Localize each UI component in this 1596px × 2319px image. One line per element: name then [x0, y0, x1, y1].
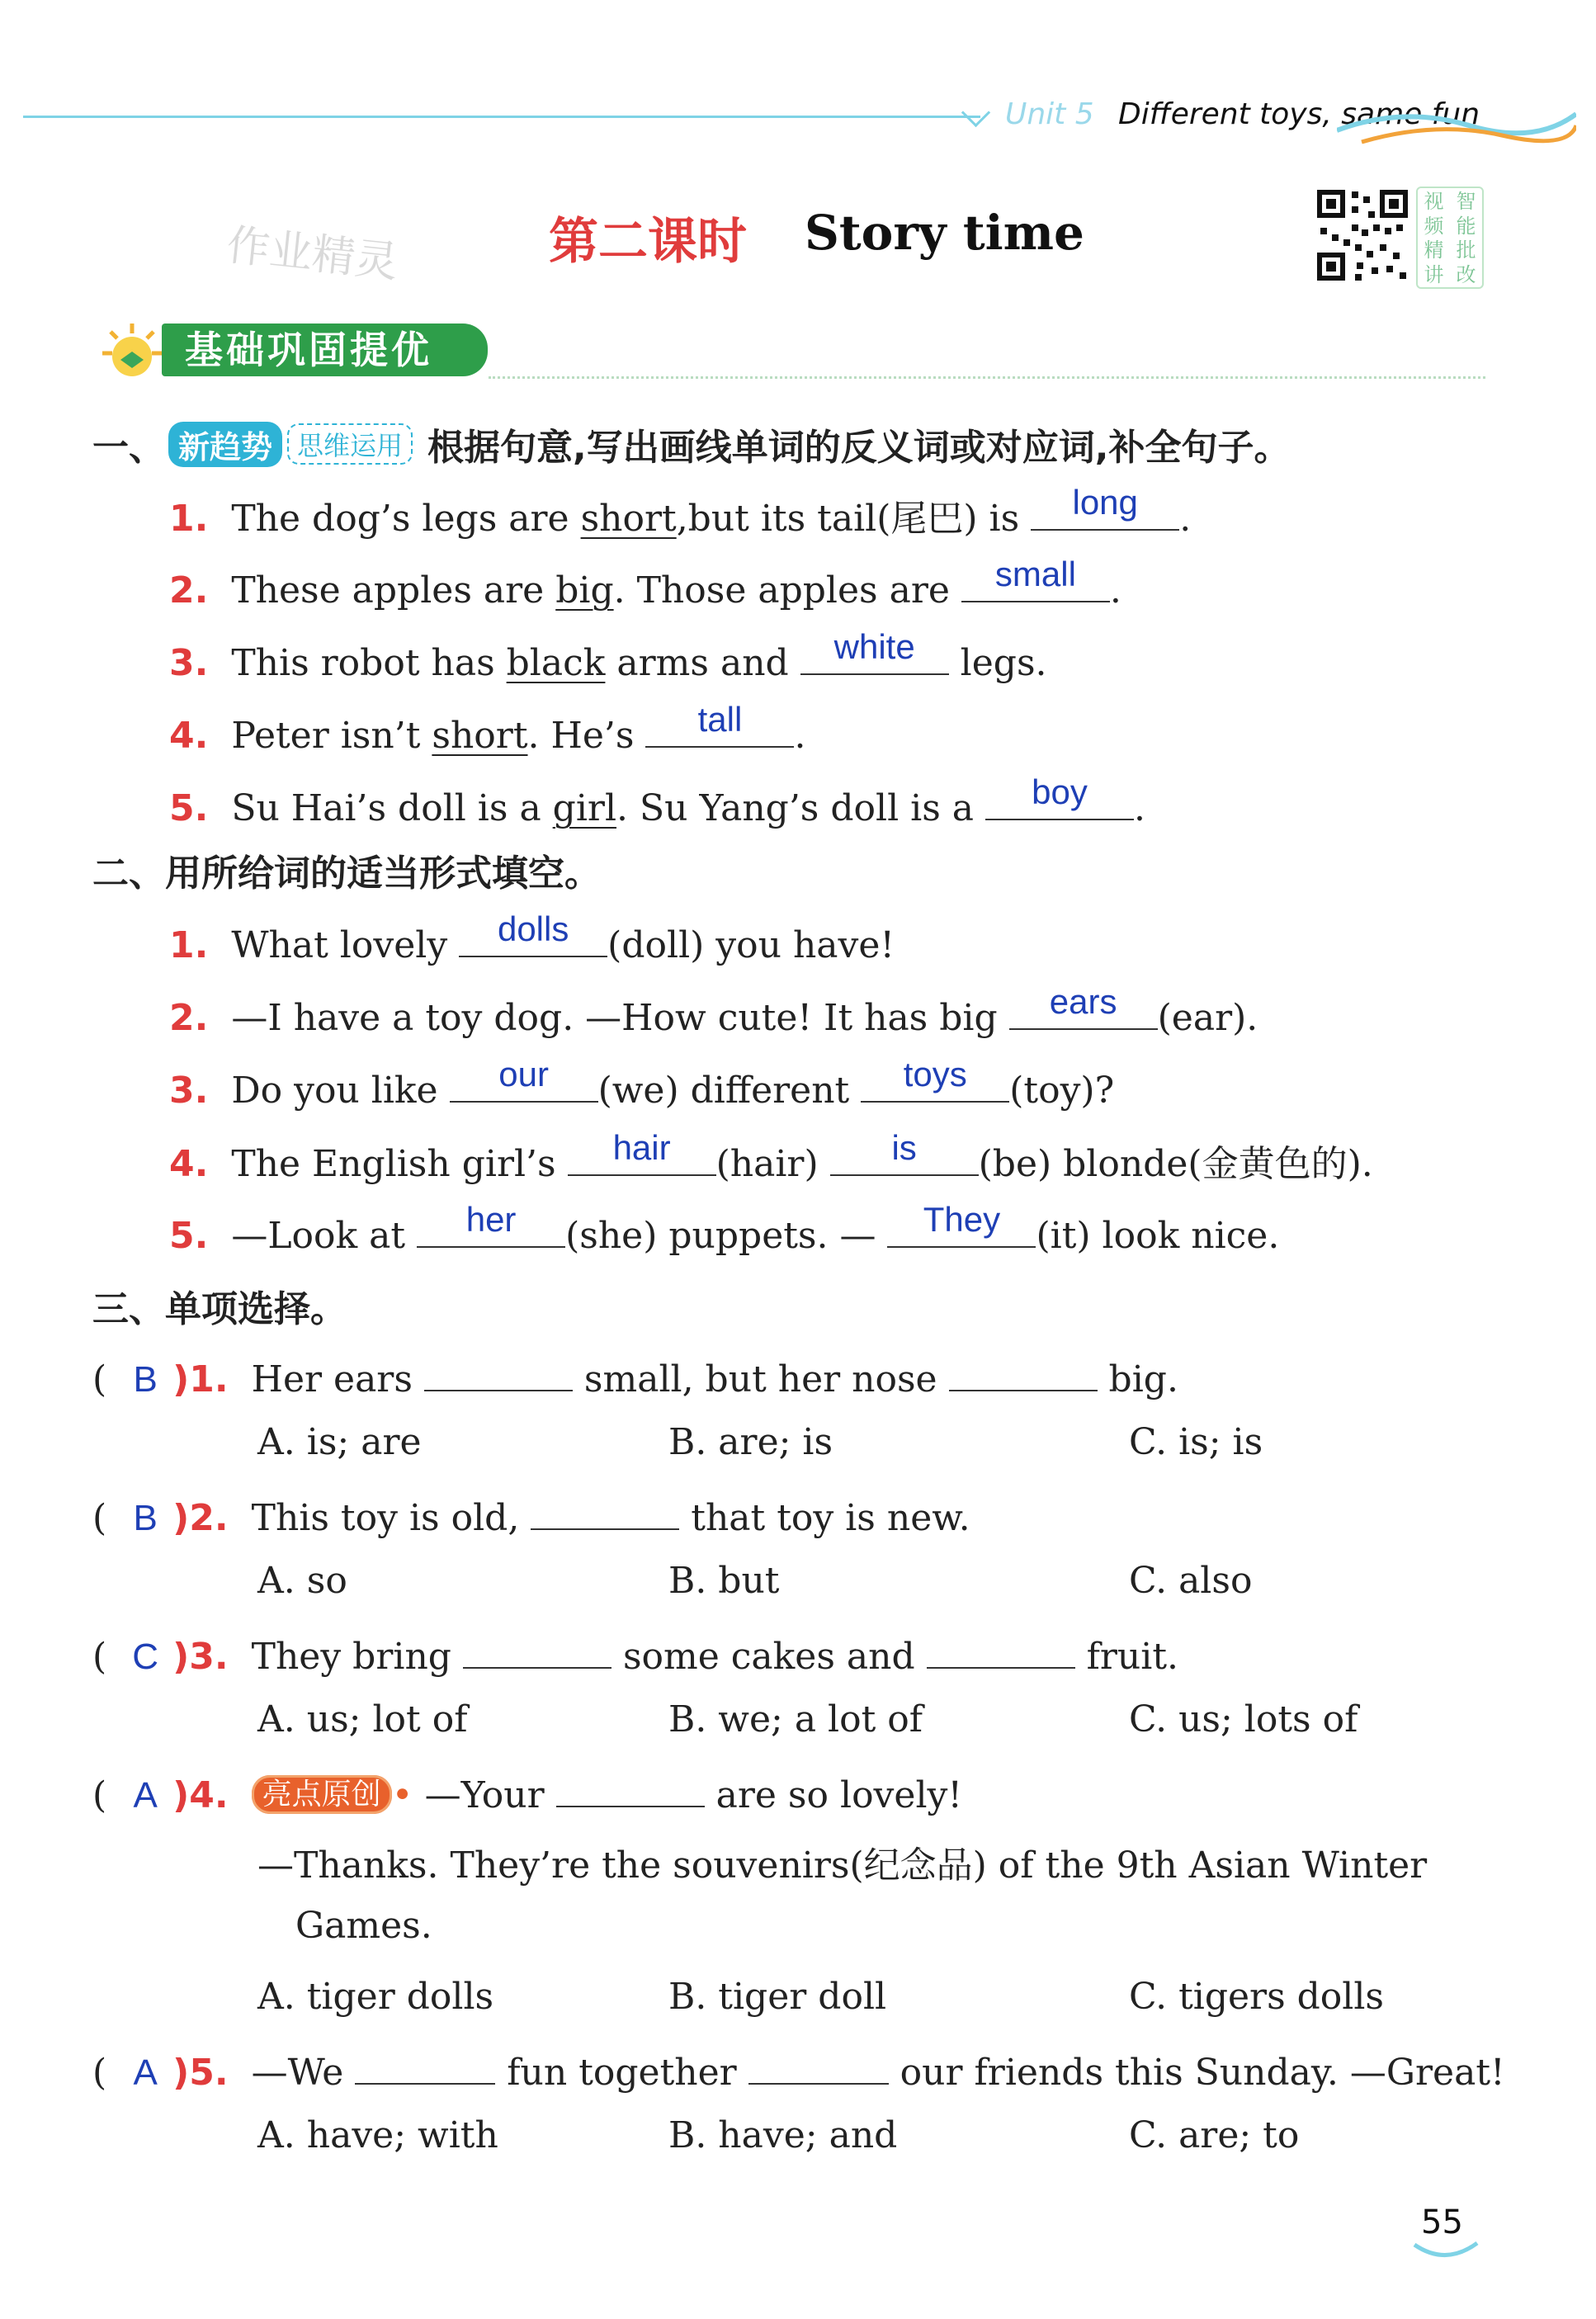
- answer-blank[interactable]: our: [450, 1061, 598, 1103]
- answer-blank[interactable]: hair: [568, 1135, 716, 1176]
- answer-blank[interactable]: [463, 1627, 611, 1669]
- wave-icon: [1337, 106, 1576, 147]
- watermark: 作业精灵: [224, 220, 401, 288]
- answer-blank[interactable]: white: [800, 634, 949, 675]
- page-wave-icon: [1413, 2238, 1479, 2263]
- qr-code-icon[interactable]: [1314, 187, 1411, 284]
- header-arrow-icon: [961, 98, 990, 127]
- page-number: 55: [1421, 2203, 1463, 2241]
- section2-title: 二、用所给词的适当形式填空。: [92, 853, 601, 895]
- s1-item-5: 5. Su Hai’s doll is a girl. Su Yang’s doll is a boy .: [169, 772, 1146, 829]
- mc-question-1: ( B )1. Her ears small, but her nose big.: [92, 1350, 1178, 1400]
- mc-question-5: ( A )5. —We fun together our friends this Sunday. —Great!: [92, 2043, 1505, 2094]
- s2-item-5: 5. —Look at her (she) puppets. — They (it) look nice.: [169, 1200, 1280, 1257]
- mc-option-b[interactable]: B. but: [668, 1560, 780, 1602]
- tag-new-trend: 新趋势: [168, 422, 282, 467]
- answer-blank[interactable]: [949, 1350, 1098, 1391]
- s2-item-4: 4. The English girl’s hair (hair) is (be) blonde(金黄色的).: [169, 1128, 1373, 1185]
- answer-blank[interactable]: toys: [861, 1061, 1009, 1103]
- answer-blank[interactable]: [556, 1766, 705, 1807]
- mc-option-a[interactable]: A. so: [257, 1560, 347, 1602]
- section1-instruction: 根据句意,写出画线单词的反义词或对应词,补全句子。: [427, 427, 1291, 469]
- answer-blank[interactable]: her: [417, 1207, 565, 1248]
- answer-blank[interactable]: ears: [1009, 989, 1158, 1030]
- answer-blank[interactable]: tall: [645, 706, 794, 748]
- mc-option-a[interactable]: A. is; are: [257, 1421, 422, 1463]
- banner-dotted-rule: [489, 376, 1485, 379]
- mc-question-4: ( A )4. 亮点原创 • —Your are so lovely!: [92, 1766, 962, 1816]
- lesson-title-cn: 第二课时: [549, 213, 747, 271]
- s1-item-1: 1. The dog’s legs are short,but its tail(尾巴) is long .: [169, 483, 1192, 540]
- answer-blank[interactable]: [355, 2043, 495, 2085]
- mc-question-3: ( C )3. They bring some cakes and fruit.: [92, 1627, 1178, 1678]
- mc-option-c[interactable]: C. tigers dolls: [1129, 1976, 1385, 2018]
- mc-question-4-line3: Games.: [295, 1905, 432, 1947]
- mc-answer[interactable]: A: [133, 2052, 158, 2093]
- s2-item-3: 3. Do you like our (we) different toys (toy)?: [169, 1055, 1115, 1112]
- answer-blank[interactable]: [531, 1489, 679, 1530]
- mc-option-b[interactable]: B. have; and: [668, 2114, 898, 2156]
- s2-item-1: 1. What lovely dolls (doll) you have!: [169, 909, 895, 966]
- qr-labels: 视 智 频 能 精 批 讲 改: [1416, 187, 1484, 289]
- answer-blank[interactable]: small: [961, 561, 1110, 602]
- s1-item-3: 3. This robot has black arms and white legs.: [169, 627, 1047, 684]
- unit-label: Unit 5: [1005, 97, 1094, 131]
- mc-answer[interactable]: B: [133, 1498, 158, 1538]
- sun-icon: [99, 320, 165, 386]
- mc-question-2: ( B )2. This toy is old, that toy is new.: [92, 1489, 970, 1539]
- mc-option-b[interactable]: B. are; is: [668, 1421, 833, 1463]
- answer-blank[interactable]: dolls: [459, 916, 607, 957]
- mc-answer[interactable]: A: [133, 1775, 158, 1816]
- answer-blank[interactable]: is: [830, 1135, 979, 1176]
- tag-original: 亮点原创: [252, 1775, 392, 1814]
- s1-item-2: 2. These apples are big. Those apples are small .: [169, 555, 1121, 612]
- answer-blank[interactable]: [927, 1627, 1075, 1669]
- section1-prefix: 一、: [92, 427, 165, 469]
- mc-question-4-line2: —Thanks. They’re the souvenirs(纪念品) of the 9th Asian Winter: [257, 1844, 1428, 1887]
- mc-option-b[interactable]: B. tiger doll: [668, 1976, 887, 2018]
- mc-option-a[interactable]: A. us; lot of: [257, 1698, 468, 1740]
- section-banner: 基础巩固提优: [162, 324, 488, 376]
- mc-option-a[interactable]: A. have; with: [257, 2114, 498, 2156]
- mc-option-c[interactable]: C. is; is: [1129, 1421, 1263, 1463]
- mc-option-c[interactable]: C. also: [1129, 1560, 1253, 1602]
- mc-option-b[interactable]: B. we; a lot of: [668, 1698, 923, 1740]
- s1-item-4: 4. Peter isn’t short. He’s tall .: [169, 700, 806, 757]
- answer-blank[interactable]: [748, 2043, 889, 2085]
- tag-thinking: 思维运用: [287, 423, 413, 465]
- mc-option-c[interactable]: C. are; to: [1129, 2114, 1300, 2156]
- header-rule: [23, 116, 980, 118]
- lesson-title-en: Story time: [805, 205, 1084, 261]
- answer-blank[interactable]: [424, 1350, 573, 1391]
- answer-blank[interactable]: long: [1031, 489, 1179, 531]
- mc-option-c[interactable]: C. us; lots of: [1129, 1698, 1358, 1740]
- section3-title: 三、单项选择。: [92, 1288, 347, 1330]
- answer-blank[interactable]: They: [887, 1207, 1036, 1248]
- s2-item-2: 2. —I have a toy dog. —How cute! It has big ears (ear).: [169, 982, 1258, 1039]
- mc-answer[interactable]: B: [133, 1359, 158, 1400]
- section1-title: [92, 418, 1290, 470]
- mc-answer[interactable]: C: [132, 1637, 159, 1677]
- unit-title: Different toys, same fun: [1118, 97, 1480, 131]
- mc-option-a[interactable]: A. tiger dolls: [257, 1976, 494, 2018]
- answer-blank[interactable]: boy: [985, 779, 1134, 820]
